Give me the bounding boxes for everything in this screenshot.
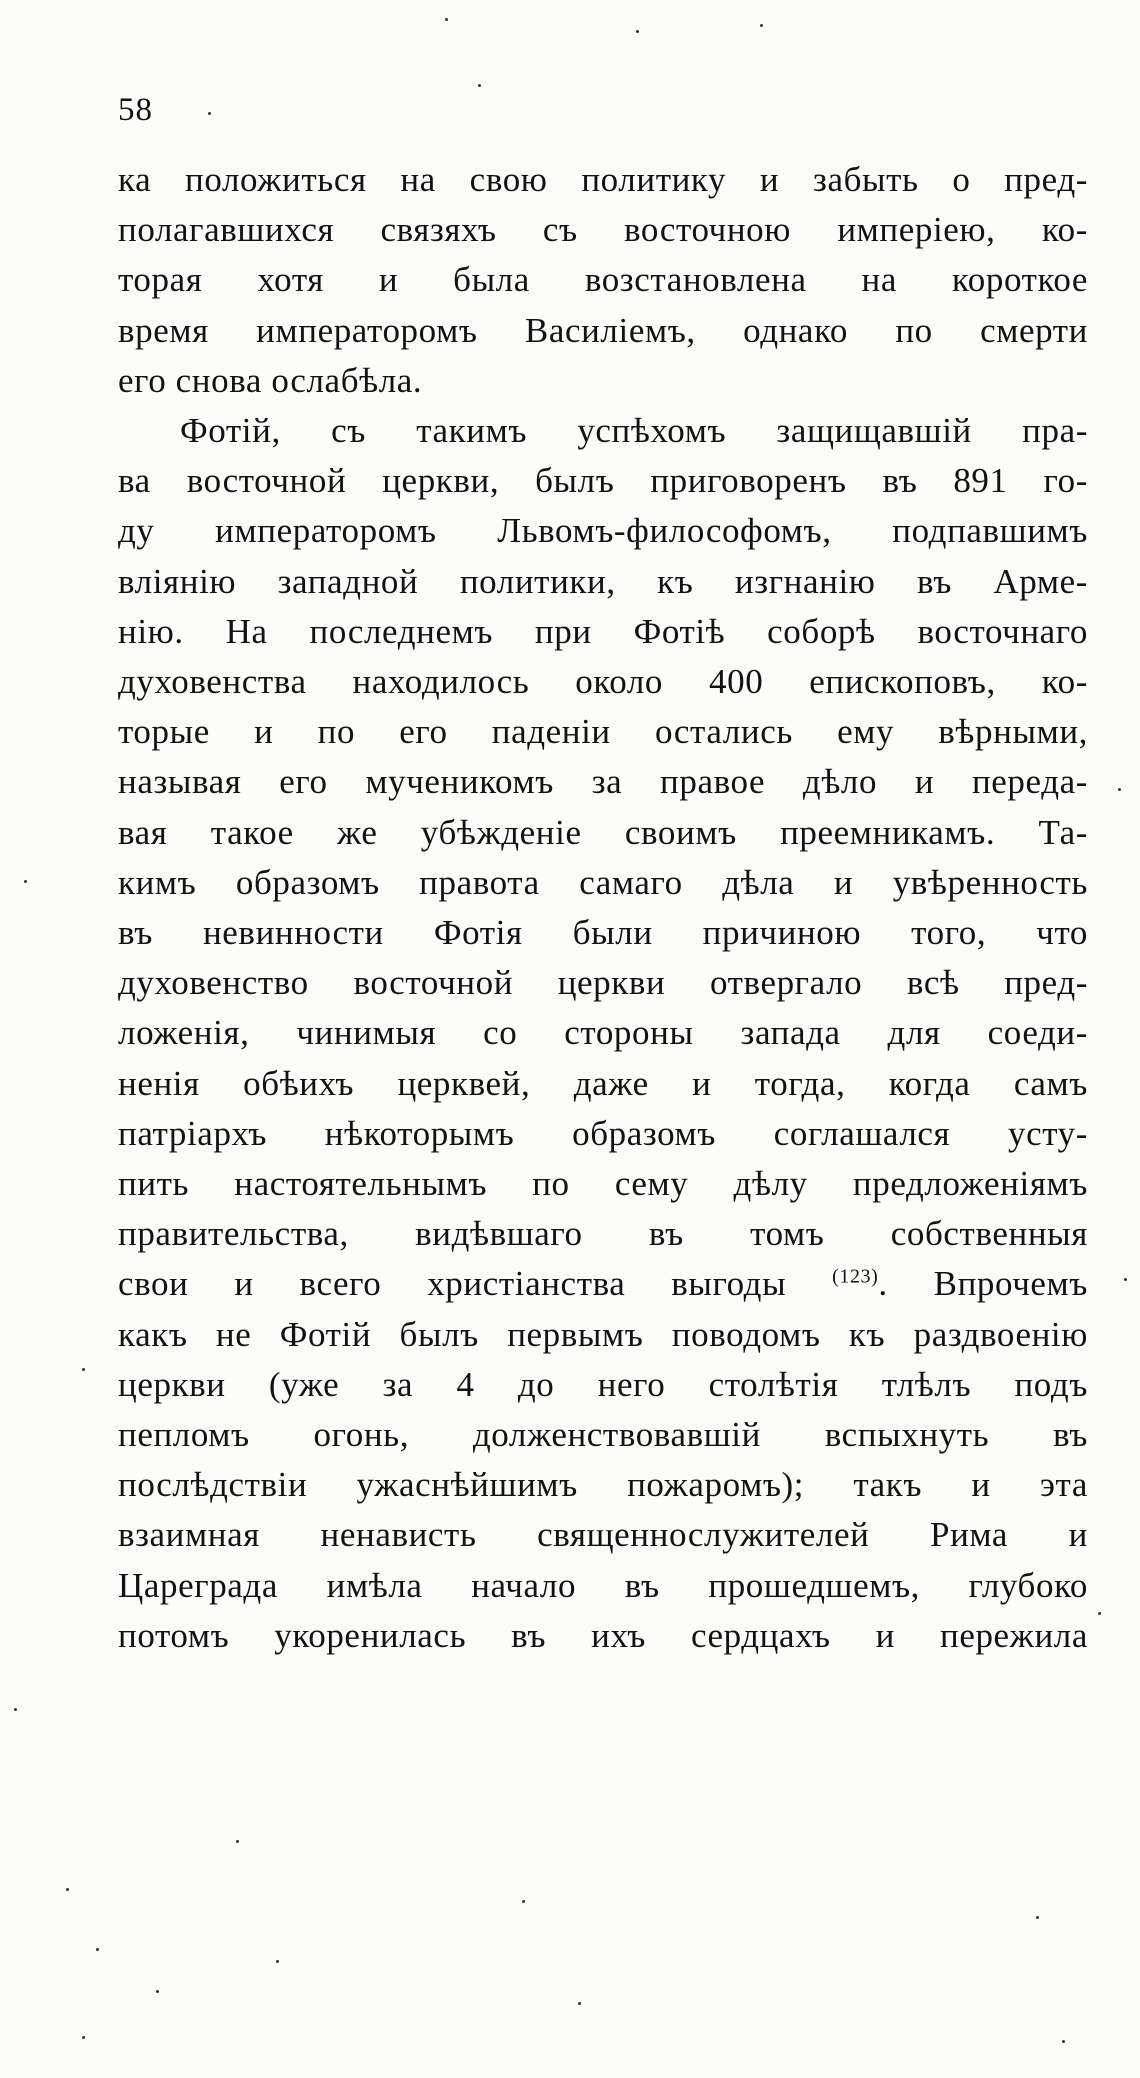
text-line: потомъ укоренилась въ ихъ сердцахъ и пережила bbox=[118, 1615, 1088, 1655]
text-line: ложенія, чинимыя со стороны запада для соеди- bbox=[118, 1013, 1088, 1053]
scan-speck bbox=[1098, 1612, 1101, 1615]
text-line: кимъ образомъ правота самаго дѣла и увѣренность bbox=[118, 862, 1088, 902]
scan-speck bbox=[208, 112, 211, 115]
footnote-reference: (123) bbox=[832, 1265, 879, 1288]
scan-speck bbox=[82, 2036, 85, 2039]
paragraph-2 bbox=[118, 406, 1088, 1661]
text-line: вая такое же убѣжденіе своимъ преемникамъ. Та- bbox=[118, 812, 1088, 852]
text-line: духовенство восточной церкви отвергало всѣ пред- bbox=[118, 963, 1088, 1003]
text-line: взаимная ненависть священнослужителей Рима и bbox=[118, 1515, 1088, 1555]
scan-speck bbox=[236, 1840, 239, 1843]
text-line: время императоромъ Василіемъ, однако по смерти bbox=[118, 310, 1088, 350]
text-line: въ невинности Фотія были причиною того, что bbox=[118, 913, 1088, 953]
text-line: пепломъ огонь, долженствовавшій вспыхнуть въ bbox=[118, 1415, 1088, 1455]
scan-speck bbox=[276, 1960, 279, 1963]
text-line: патріархъ нѣкоторымъ образомъ соглашался усту- bbox=[118, 1113, 1088, 1153]
text-fragment: . Впрочемъ bbox=[878, 1264, 1089, 1304]
text-line: называя его мученикомъ за правое дѣло и переда- bbox=[118, 762, 1088, 802]
text-line: полагавшихся связяхъ съ восточною имперіею, ко- bbox=[118, 210, 1088, 250]
text-line: вліянію западной политики, къ изгнанію въ Арме- bbox=[118, 561, 1088, 601]
text-line: ненія обѣихъ церквей, даже и тогда, когда самъ bbox=[118, 1063, 1088, 1103]
text-fragment: свои и всего христіанства выгоды bbox=[118, 1264, 833, 1304]
scan-speck bbox=[1124, 1278, 1127, 1281]
scan-speck bbox=[578, 2002, 581, 2005]
text-line: ва восточной церкви, былъ приговоренъ въ 891 го- bbox=[118, 461, 1088, 501]
text-line: правительства, видѣвшаго въ томъ собственныя bbox=[118, 1214, 1088, 1254]
text-line: нію. На последнемъ при Фотіѣ соборѣ восточнаго bbox=[118, 611, 1088, 651]
scan-speck bbox=[1062, 2040, 1065, 2043]
scan-speck bbox=[82, 1368, 85, 1371]
scan-speck bbox=[760, 24, 763, 27]
text-line: торые и по его паденіи остались ему вѣрными, bbox=[118, 712, 1088, 752]
scan-speck bbox=[1118, 788, 1121, 791]
scan-speck bbox=[66, 1888, 69, 1891]
page-number: 58 bbox=[118, 92, 153, 128]
text-line: послѣдствіи ужаснѣйшимъ пожаромъ); такъ и эта bbox=[118, 1465, 1088, 1505]
text-line: церкви (уже за 4 до него столѣтія тлѣлъ подъ bbox=[118, 1364, 1088, 1404]
text-line: Цареграда имѣла начало въ прошедшемъ, глубоко bbox=[118, 1565, 1088, 1605]
scan-speck bbox=[445, 18, 448, 21]
text-line-with-footnote bbox=[118, 1259, 1088, 1309]
body-text bbox=[118, 155, 1088, 1661]
text-line: какъ не Фотій былъ первымъ поводомъ къ раздвоенію bbox=[118, 1314, 1088, 1354]
text-line: Фотій, съ такимъ успѣхомъ защищавшій пра- bbox=[180, 411, 1088, 451]
text-line: пить настоятельнымъ по сему дѣлу предложеніямъ bbox=[118, 1164, 1088, 1204]
scan-speck bbox=[24, 880, 27, 883]
text-line: ду императоромъ Львомъ-философомъ, подпавшимъ bbox=[118, 511, 1088, 551]
scan-speck bbox=[156, 1990, 159, 1993]
text-line: его снова ослабѣла. bbox=[118, 360, 423, 400]
scan-speck bbox=[478, 84, 481, 87]
scan-speck bbox=[14, 1708, 17, 1711]
text-line: духовенства находилось около 400 епископовъ, ко- bbox=[118, 662, 1088, 702]
scan-speck bbox=[96, 1948, 99, 1951]
scan-speck bbox=[1036, 1916, 1039, 1919]
scan-speck bbox=[636, 30, 639, 33]
text-line: ка положиться на свою политику и забыть о пред- bbox=[118, 160, 1088, 199]
scan-speck bbox=[522, 1900, 525, 1903]
paragraph-1 bbox=[118, 155, 1088, 406]
text-line: торая хотя и была возстановлена на короткое bbox=[118, 260, 1088, 300]
